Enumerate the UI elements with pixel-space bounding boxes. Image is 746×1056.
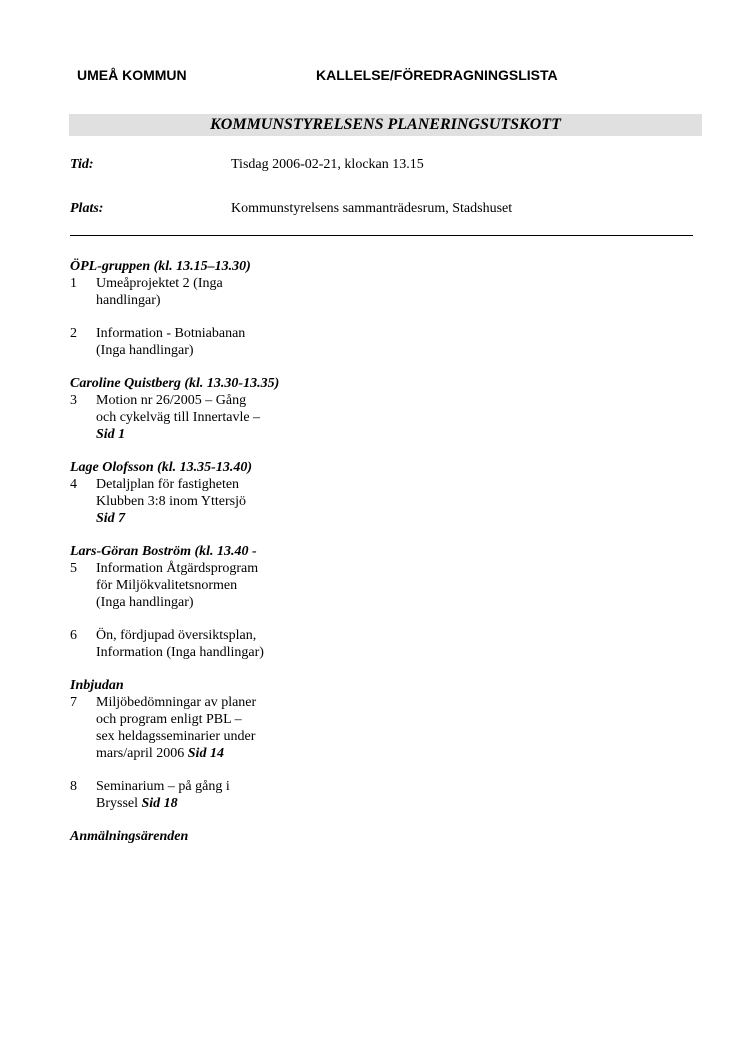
page-reference: Sid 18	[141, 796, 178, 811]
agenda-section	[70, 677, 370, 812]
item-text: Ön, fördjupad översiktsplan, Information (Inga handlingar)	[96, 628, 264, 660]
section-heading: Lage Olofsson (kl. 13.35-13.40)	[70, 460, 252, 475]
time-label: Tid:	[70, 157, 94, 172]
place-value: Kommunstyrelsens sammanträdesrum, Stadshuset	[231, 201, 513, 216]
section-heading: Lars-Göran Boström (kl. 13.40 -	[70, 544, 257, 559]
item-text: Information Åtgärdsprogram för Miljökvalitetsnormen (Inga handlingar)	[96, 561, 259, 610]
committee-title: KOMMUNSTYRELSENS PLANERINGSUTSKOTT	[210, 116, 561, 133]
divider	[70, 235, 693, 236]
item-text: Motion nr 26/2005 – Gång och cykelväg till Innertavle – Sid 1	[96, 393, 261, 442]
agenda-item	[70, 778, 370, 812]
agenda-item	[70, 275, 370, 309]
item-text: Umeåprojektet 2 (Inga handlingar)	[96, 276, 223, 308]
agenda-section	[70, 375, 370, 443]
agenda	[70, 258, 370, 845]
item-number: 7	[70, 695, 77, 710]
agenda-item	[70, 694, 370, 762]
agenda-section	[70, 828, 370, 845]
page-reference: Sid 1	[96, 427, 126, 442]
section-heading: Anmälningsärenden	[70, 829, 189, 844]
item-number: 4	[70, 477, 77, 492]
document-type: KALLELSE/FÖREDRAGNINGSLISTA	[316, 67, 558, 83]
item-number: 5	[70, 561, 77, 576]
section-heading: Caroline Quistberg (kl. 13.30-13.35)	[70, 376, 280, 391]
agenda-section	[70, 543, 370, 661]
agenda-item	[70, 476, 370, 527]
page-reference: Sid 14	[187, 746, 224, 761]
item-number: 6	[70, 628, 77, 643]
organization-name: UMEÅ KOMMUN	[77, 67, 187, 83]
item-number: 8	[70, 779, 77, 794]
agenda-item	[70, 325, 370, 359]
item-text: Detaljplan för fastigheten Klubben 3:8 inom Yttersjö Sid 7	[96, 477, 246, 526]
item-number: 3	[70, 393, 77, 408]
place-label: Plats:	[70, 201, 104, 216]
item-text: Seminarium – på gång i Bryssel Sid 18	[96, 779, 230, 811]
item-number: 2	[70, 326, 77, 341]
page-reference: Sid 7	[96, 511, 126, 526]
agenda-section	[70, 258, 370, 359]
time-value: Tisdag 2006-02-21, klockan 13.15	[231, 157, 424, 172]
item-number: 1	[70, 276, 77, 291]
section-heading: Inbjudan	[70, 678, 124, 693]
item-text: Information - Botniabanan (Inga handlingar)	[96, 326, 246, 358]
item-text: Miljöbedömningar av planer och program enligt PBL – sex heldagsseminarier under mars/april 2006 Sid 14	[96, 695, 257, 761]
section-heading: ÖPL-gruppen (kl. 13.15–13.30)	[70, 259, 251, 274]
agenda-item	[70, 392, 370, 443]
agenda-section	[70, 459, 370, 527]
agenda-item	[70, 627, 370, 661]
agenda-item	[70, 560, 370, 611]
